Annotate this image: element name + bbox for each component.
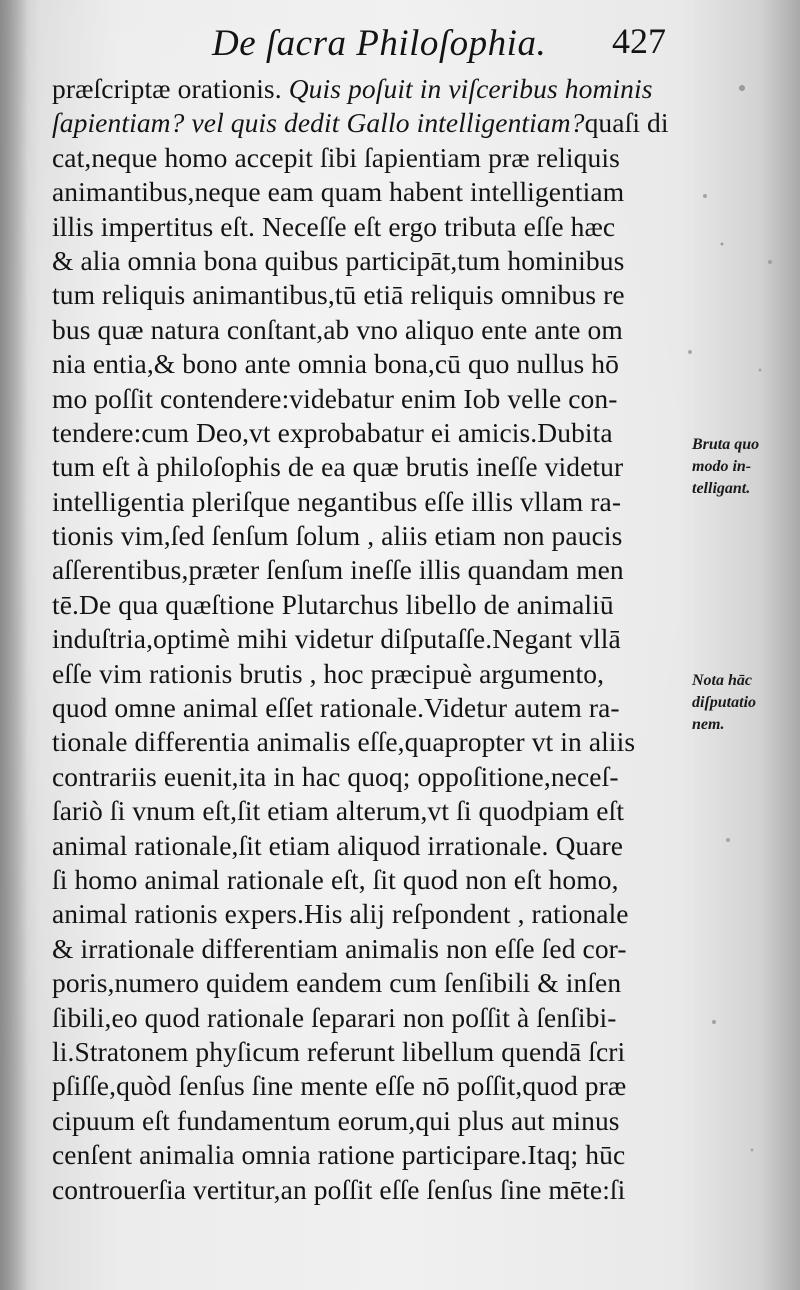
text-line bbox=[52, 1104, 688, 1138]
text-segment: præſcriptæ orationis. bbox=[52, 73, 289, 104]
text-segment: ſariò ſi vnum eſt,ſit etiam alterum,vt ſi quodpiam eſt bbox=[52, 795, 625, 827]
text-line bbox=[52, 416, 688, 450]
text-line bbox=[52, 72, 688, 106]
text-line bbox=[52, 794, 688, 828]
text-line bbox=[52, 657, 688, 691]
page-gutter-shadow bbox=[0, 0, 28, 1290]
text-line bbox=[52, 588, 688, 622]
text-line bbox=[52, 210, 688, 244]
text-segment: illis impertitus eſt. Neceſſe eſt ergo tributa eſſe hæc bbox=[52, 210, 616, 242]
text-segment: bus quæ natura conſtant,ab vno aliquo ente ante om bbox=[52, 313, 623, 345]
body-text bbox=[52, 72, 688, 1207]
page-header bbox=[0, 18, 800, 68]
text-line bbox=[52, 932, 688, 966]
text-segment: tum reliquis animantibus,tū etiā reliquis omnibus re bbox=[52, 279, 625, 311]
text-segment: & irrationale differentiam animalis non eſſe ſed cor- bbox=[52, 932, 627, 964]
margin-note-nota bbox=[692, 670, 756, 736]
margin-note-line: modo in- bbox=[692, 458, 752, 475]
text-line bbox=[52, 141, 688, 175]
text-segment: tē.De qua quæſtione Plutarchus libello de animaliū bbox=[52, 588, 614, 620]
text-line bbox=[52, 622, 688, 656]
text-segment: cipuum eſt fundamentum eorum,qui plus aut minus bbox=[52, 1104, 620, 1136]
text-segment: poris,numero quidem eandem cum ſenſibili & inſen bbox=[52, 967, 622, 999]
margin-note-line: Bruta quo bbox=[692, 436, 760, 453]
text-line bbox=[52, 1001, 688, 1035]
text-segment: tionale differentia animalis eſſe,quapropter vt in aliis bbox=[52, 726, 636, 758]
text-segment: intelligentia pleriſque negantibus eſſe illis vllam ra- bbox=[52, 485, 622, 517]
text-line bbox=[52, 1035, 688, 1069]
text-segment: ſibili,eo quod rationale ſeparari non poſſit à ſenſibi- bbox=[52, 1001, 617, 1033]
text-line bbox=[52, 863, 688, 897]
text-segment: quod omne animal eſſet rationale.Videtur autem ra- bbox=[52, 692, 620, 724]
margin-note-line: telligant. bbox=[692, 480, 751, 497]
text-line bbox=[52, 244, 688, 278]
text-line bbox=[52, 485, 688, 519]
text-line bbox=[52, 347, 688, 381]
text-segment: mo poſſit contendere:videbatur enim Iob velle con- bbox=[52, 382, 618, 414]
text-segment: ſi homo animal rationale eſt, ſit quod non eſt homo, bbox=[52, 863, 619, 895]
text-segment: eſſe vim rationis brutis , hoc præcipuè argumento, bbox=[52, 657, 605, 689]
text-line bbox=[52, 691, 688, 725]
text-line bbox=[52, 1173, 688, 1207]
margin-note-bruta bbox=[692, 434, 759, 500]
text-line bbox=[52, 897, 688, 931]
italic-quote-segment: ſapientiam? vel quis dedit Gallo intelligentiam? bbox=[52, 107, 585, 139]
text-segment: animal rationis expers.His alij reſpondent , rationale bbox=[52, 898, 629, 930]
margin-note-line: nem. bbox=[692, 716, 725, 733]
text-line bbox=[52, 760, 688, 794]
text-segment: animantibus,neque eam quam habent intelligentiam bbox=[52, 176, 625, 208]
text-line bbox=[52, 278, 688, 312]
margin-note-line: Nota hāc bbox=[692, 672, 752, 689]
text-line bbox=[52, 450, 688, 484]
text-segment: tionis vim,ſed ſenſum ſolum , aliis etiam non paucis bbox=[52, 520, 623, 552]
text-segment: contrariis euenit,ita in hac quoq; oppoſitione,neceſ- bbox=[52, 760, 619, 792]
text-line bbox=[52, 1069, 688, 1103]
text-segment: aſſerentibus,præter ſenſum ineſſe illis quandam men bbox=[52, 554, 624, 586]
text-line bbox=[52, 966, 688, 1000]
text-segment: animal rationale,ſit etiam aliquod irrationale. Quare bbox=[52, 829, 624, 861]
text-segment: induſtria,optimè mihi videtur diſputaſſe.Negant vllā bbox=[52, 623, 621, 655]
text-segment: cenſent animalia omnia ratione participare.Itaq; hūc bbox=[52, 1139, 626, 1171]
running-title: De ſacra Philoſophia. bbox=[212, 23, 547, 64]
text-line bbox=[52, 829, 688, 863]
italic-quote-segment: Quis poſuit in viſceribus hominis bbox=[288, 73, 653, 104]
text-line bbox=[52, 1138, 688, 1172]
text-segment: li.Stratonem phyſicum referunt libellum quendā ſcri bbox=[52, 1035, 626, 1067]
text-segment: controuerſia vertitur,an poſſit eſſe ſenſus ſine mēte:ſi bbox=[52, 1173, 626, 1205]
text-segment: pſiſſe,quòd ſenſus ſine mente eſſe nō poſſit,quod præ bbox=[52, 1070, 627, 1102]
text-line bbox=[52, 313, 688, 347]
margin-note-line: diſputatio bbox=[692, 694, 757, 711]
text-segment: quaſi di bbox=[584, 107, 669, 139]
text-line bbox=[52, 553, 688, 587]
text-segment: & alia omnia bona quibus participāt,tum hominibus bbox=[52, 244, 625, 276]
text-line bbox=[52, 382, 688, 416]
text-segment: tum eſt à philoſophis de ea quæ brutis ineſſe videtur bbox=[52, 451, 624, 483]
text-line bbox=[52, 106, 688, 140]
text-segment: tendere:cum Deo,vt exprobabatur ei amicis.Dubita bbox=[52, 416, 613, 448]
text-line bbox=[52, 725, 688, 759]
text-segment: cat,neque homo accepit ſibi ſapientiam præ reliquis bbox=[52, 141, 620, 173]
text-line bbox=[52, 175, 688, 209]
page-number: 427 bbox=[612, 21, 666, 61]
text-segment: nia entia,& bono ante omnia bona,cū quo nullus hō bbox=[52, 348, 620, 380]
text-line bbox=[52, 519, 688, 553]
